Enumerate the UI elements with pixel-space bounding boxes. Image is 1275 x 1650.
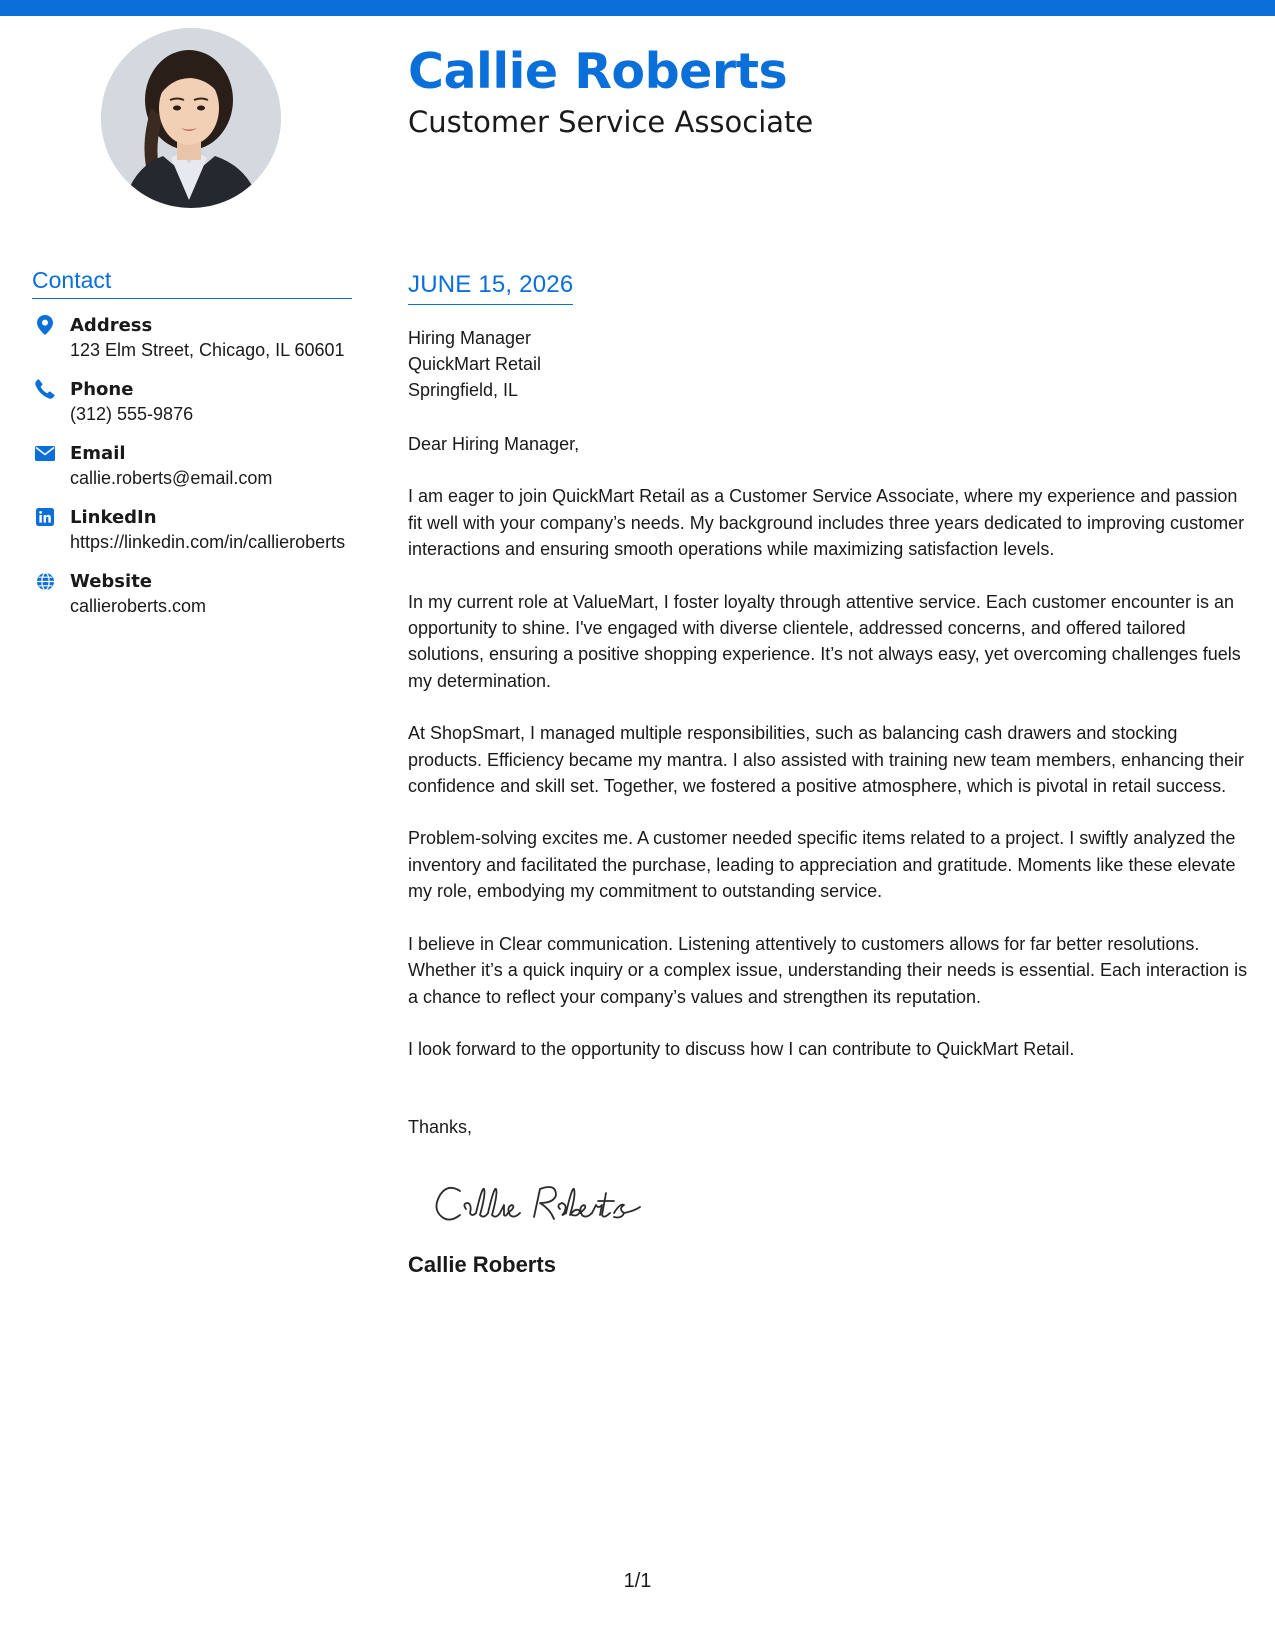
recipient-line: QuickMart Retail xyxy=(408,354,542,374)
contact-sidebar xyxy=(32,266,352,633)
contact-value[interactable]: https://linkedin.com/in/callieroberts xyxy=(70,532,346,552)
contact-value: (312) 555-9876 xyxy=(70,404,194,424)
globe-icon xyxy=(34,570,56,592)
letter-paragraph: I look forward to the opportunity to discuss how I can contribute to QuickMart Retail. xyxy=(408,1038,1075,1059)
profile-photo xyxy=(101,28,281,208)
handwritten-signature xyxy=(430,1173,1250,1233)
letter-date: JUNE 15, 2026 xyxy=(408,270,573,305)
contact-item-website xyxy=(32,569,352,619)
closing: Thanks, xyxy=(408,1117,473,1138)
header xyxy=(408,42,813,140)
contact-item-linkedin xyxy=(32,505,352,555)
contact-label: Email xyxy=(70,443,126,464)
contact-label: LinkedIn xyxy=(70,507,157,528)
letter-body xyxy=(408,270,1250,1279)
job-title: Customer Service Associate xyxy=(408,105,814,139)
linkedin-icon xyxy=(34,506,56,528)
salutation: Dear Hiring Manager, xyxy=(408,434,580,454)
letter-paragraph: I believe in Clear communication. Listening attentively to customers allows for far better resolutions. Whether it’s a quick inquiry or a complex issue, understanding their needs is essential. Each interaction is a chance to reflect your company’s values and strengthen its reputation. xyxy=(408,933,1248,1007)
recipient-line: Hiring Manager xyxy=(408,328,532,348)
top-accent-bar xyxy=(0,0,1275,16)
contact-item-address xyxy=(32,313,352,363)
contact-item-email xyxy=(32,441,352,491)
contact-label: Website xyxy=(70,571,153,592)
envelope-icon xyxy=(34,442,56,464)
letter-paragraph: Problem-solving excites me. A customer needed specific items related to a project. I swiftly analyzed the inventory and facilitated the purchase, leading to appreciation and gratitude. Moments like these elevate my role, embodying my commitment to outstanding service. xyxy=(408,828,1236,902)
phone-icon xyxy=(34,378,56,400)
contact-item-phone xyxy=(32,377,352,427)
letter-paragraph: At ShopSmart, I managed multiple responsibilities, such as balancing cash drawers and stocking products. Efficiency became my mantra. I also assisted with training new team members, enhancing their confidence and skill set. Together, we fostered a positive atmosphere, which is pivotal in retail success. xyxy=(408,723,1245,797)
contact-value: callie.roberts@email.com xyxy=(70,468,273,488)
letter-paragraph: I am eager to join QuickMart Retail as a Customer Service Associate, where my experience and passion fit well with your company’s needs. My background includes three years dedicated to improving customer interactions and ensuring smooth operations while maximizing satisfaction levels. xyxy=(408,486,1245,560)
contact-heading: Contact xyxy=(32,266,352,299)
contact-value[interactable]: callieroberts.com xyxy=(70,596,207,616)
recipient-block xyxy=(408,325,1250,403)
signer-name: Callie Roberts xyxy=(408,1251,556,1277)
contact-value: 123 Elm Street, Chicago, IL 60601 xyxy=(70,340,345,360)
candidate-name: Callie Roberts xyxy=(408,43,788,100)
map-pin-icon xyxy=(34,314,56,336)
contact-label: Phone xyxy=(70,379,134,400)
recipient-line: Springfield, IL xyxy=(408,380,519,400)
contact-label: Address xyxy=(70,315,153,336)
page-number: 1/1 xyxy=(623,1570,652,1592)
letter-paragraph: In my current role at ValueMart, I foster loyalty through attentive service. Each customer encounter is an opportunity to shine. I've engaged with diverse clientele, addressed concerns, and offered tailored solutions, ensuring a positive shopping experience. It’s not always easy, yet overcoming challenges fuels my determination. xyxy=(408,591,1241,691)
